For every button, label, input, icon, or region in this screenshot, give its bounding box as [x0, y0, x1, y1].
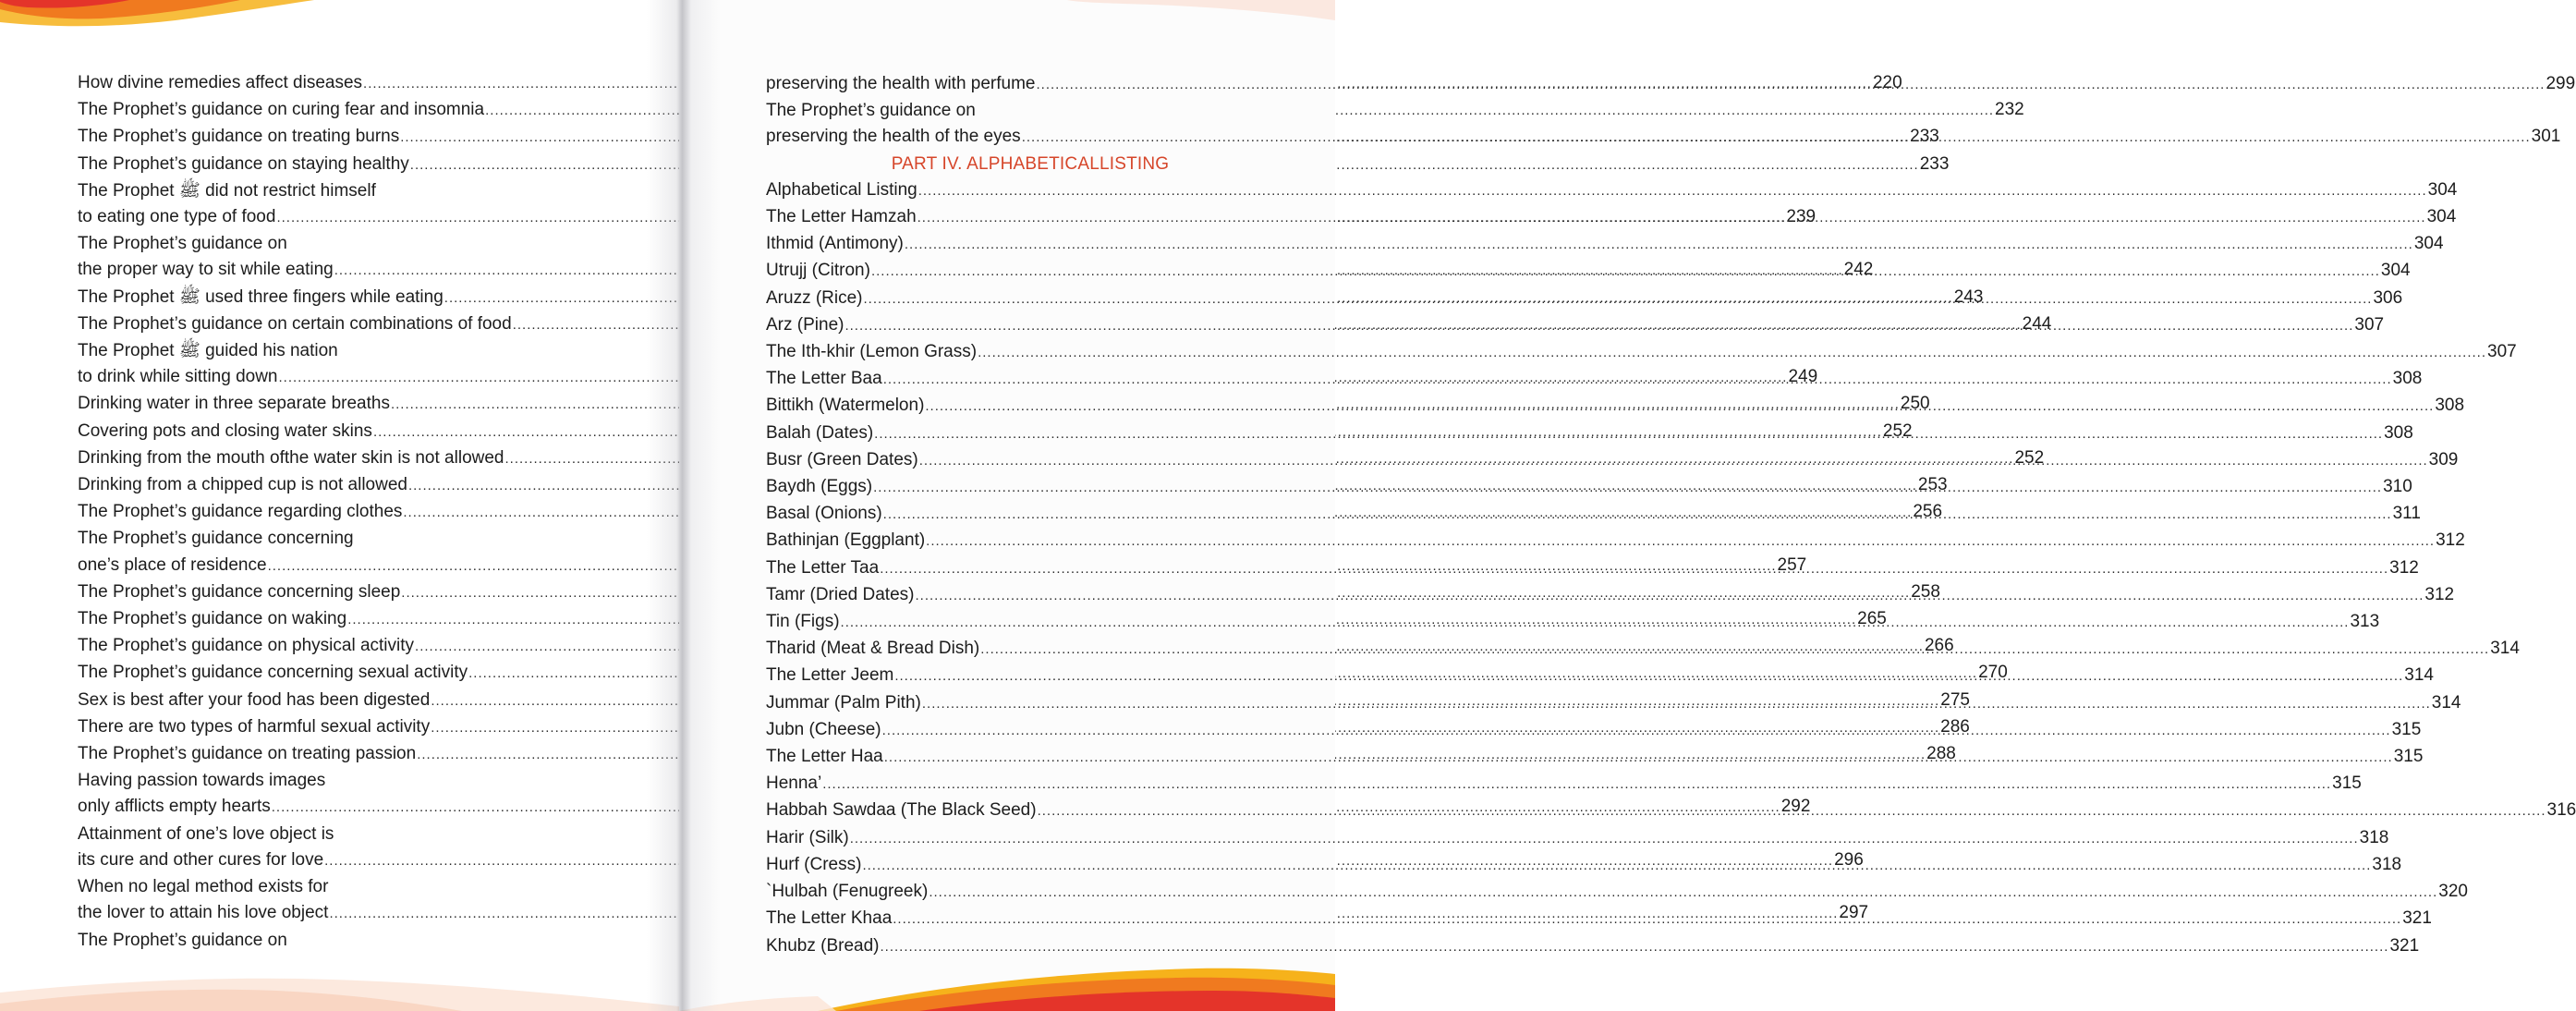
toc-dot-leader	[880, 561, 2388, 577]
toc-page-number: 252	[1882, 420, 1913, 441]
toc-entry-title: The Prophet’s guidance concerning sleep	[78, 581, 401, 602]
toc-entry-title: The Prophet’s guidance on treating burns	[78, 127, 400, 147]
toc-entry-title: The Prophet ﷺ used three fingers while eating	[78, 286, 444, 307]
toc-page-number: 304	[2426, 207, 2457, 227]
toc-page-number: 244	[2022, 313, 2052, 334]
toc-dot-leader	[918, 183, 2427, 199]
toc-entry-title: Tamr (Dried Dates)	[766, 584, 915, 604]
toc-dot-leader	[917, 210, 2426, 225]
toc-page-number: 220	[1872, 73, 1902, 92]
toc-page-number: 304	[2413, 234, 2444, 254]
toc-page-number: 249	[1788, 367, 1818, 387]
toc-entry	[766, 339, 2517, 366]
toc-entry-title: The Prophet’s guidance concerning sexual activity	[78, 663, 468, 683]
toc-page-number: 239	[1786, 207, 1817, 227]
toc-page-number: 308	[2392, 369, 2423, 389]
toc-entry-title: The Letter Khaa	[766, 908, 893, 929]
toc-entry-title: Alphabetical Listing	[766, 179, 917, 200]
toc-page-number: 243	[1953, 286, 1984, 307]
toc-dot-leader	[874, 426, 2383, 442]
toc-entry-title: The Letter Hamzah	[766, 207, 917, 227]
toc-dot-leader	[915, 588, 2424, 603]
toc-page-number: 253	[1917, 475, 1948, 495]
toc-page-number: 307	[2354, 314, 2385, 335]
toc-dot-leader	[905, 237, 2413, 252]
toc-entry-title: Drinking water in three separate breaths	[78, 394, 390, 414]
toc-entry-title: the lover to attain his love object	[78, 903, 329, 923]
toc-entry-title: Henna’	[766, 773, 822, 794]
toc-page-number: 296	[1834, 849, 1864, 870]
toc-entry-title: Balah (Dates)	[766, 422, 874, 443]
toc-dot-leader	[926, 533, 2435, 549]
toc-entry-title: There are two types of harmful sexual activity	[78, 716, 431, 737]
toc-entry	[766, 231, 2444, 258]
toc-entry-title: Ithmid (Antimony)	[766, 234, 904, 254]
toc-entry-title: The Prophet’s guidance on treating passion	[78, 744, 417, 764]
toc-dot-leader	[929, 884, 2437, 900]
toc-dot-leader	[881, 939, 2389, 955]
toc-entry-title: Jubn (Cheese)	[766, 719, 881, 739]
toc-page-number: 318	[2359, 827, 2389, 847]
toc-entry-continued-title: The Prophet’s guidance on	[78, 930, 287, 950]
toc-dot-leader	[850, 831, 2359, 847]
toc-page-number: 257	[1777, 554, 1807, 575]
toc-dot-leader	[862, 858, 2371, 873]
toc-page-number: 312	[2389, 557, 2419, 578]
toc-dot-leader	[883, 372, 2392, 387]
toc-entry-title: one’s place of residence	[78, 554, 267, 575]
toc-page-number: 314	[2431, 692, 2461, 713]
toc-entry-title: `Hulbah (Fenugreek)	[766, 882, 929, 902]
toc-dot-leader	[893, 911, 2401, 927]
toc-page-number: 252	[2014, 447, 2045, 468]
toc-entry-title: only afflicts empty hearts	[78, 797, 271, 817]
toc-page-number: 304	[2427, 179, 2458, 200]
toc-entry	[766, 933, 2420, 960]
toc-entry-continued-title: The Prophet ﷺ guided his nation	[78, 341, 338, 361]
toc-page-number: 308	[2435, 396, 2465, 416]
toc-page-number: 242	[1843, 260, 1874, 280]
toc-dot-leader	[884, 749, 2393, 765]
toc-page-number: 320	[2438, 882, 2468, 902]
toc-entry-title: the proper way to sit while eating	[78, 260, 334, 280]
toc-entry-title: Bathinjan (Eggplant)	[766, 530, 926, 551]
toc-entry-title: The Prophet’s guidance on staying healthy	[78, 153, 409, 174]
toc-entry-title: Bittikh (Watermelon)	[766, 396, 925, 416]
toc-entry-title: The Letter Jeem	[766, 665, 894, 686]
toc-dot-leader	[894, 668, 2403, 684]
toc-entry-continued-title: The Prophet’s guidance on	[766, 101, 976, 121]
toc-entry-title: its cure and other cures for love	[78, 849, 324, 870]
toc-page-number: 314	[2404, 665, 2434, 686]
toc-entry	[78, 97, 2024, 124]
bottom-right-swoosh-decoration	[679, 952, 1335, 1011]
toc-entry-continued-title: The Prophet ﷺ did not restrict himself	[78, 180, 376, 201]
toc-dot-leader	[922, 696, 2431, 712]
toc-entry-title: Arz (Pine)	[766, 314, 844, 335]
toc-page-number: 256	[1913, 502, 1943, 522]
toc-page-number: 270	[1978, 663, 2008, 683]
toc-dot-leader	[919, 453, 2428, 469]
toc-entry-continued-title: The Prophet’s guidance on	[78, 234, 287, 254]
toc-page-number: 306	[2373, 287, 2403, 308]
toc-page-number: 233	[1919, 153, 1950, 174]
toc-page-number: 299	[2546, 74, 2576, 93]
toc-page-number: 288	[1926, 744, 1956, 764]
toc-page-number: 314	[2490, 639, 2520, 659]
toc-page-number: 265	[1857, 609, 1887, 629]
toc-dot-leader	[844, 318, 2353, 334]
toc-entry-continued-title: The Prophet’s guidance concerning	[78, 529, 354, 549]
toc-entry-title: Tharid (Meat & Bread Dish)	[766, 639, 980, 659]
toc-entry	[766, 528, 2465, 554]
toc-page-number: 308	[2384, 422, 2413, 443]
section-heading: PART IV. ALPHABETICALLISTING	[891, 153, 1170, 174]
toc-entry-title: Baydh (Eggs)	[766, 477, 873, 497]
toc-page-number: 232	[1995, 100, 2024, 120]
toc-page-number: 318	[2372, 854, 2402, 874]
toc-entry-title: The Prophet’s guidance regarding clothes	[78, 502, 403, 522]
top-right-swoosh-decoration	[1067, 0, 1335, 28]
toc-page-number: 309	[2428, 449, 2459, 469]
toc-entry-title: Khubz (Bread)	[766, 935, 880, 956]
toc-page-number: 313	[2350, 612, 2380, 632]
toc-entry-continued-title: Having passion towards images	[78, 771, 326, 791]
toc-dot-leader	[1037, 77, 2546, 92]
toc-entry-title: Harir (Silk)	[766, 827, 849, 847]
toc-entry-title: Busr (Green Dates)	[766, 449, 918, 469]
toc-page-number: 297	[1839, 903, 1869, 923]
toc-entry-title: to drink while sitting down	[78, 367, 278, 387]
toc-entry-title: Utrujj (Citron)	[766, 261, 870, 281]
toc-entry-title: The Prophet’s guidance on waking	[78, 609, 347, 629]
toc-entry-title: Habbah Sawdaa (The Black Seed)	[766, 800, 1037, 821]
toc-page-number: 321	[2389, 935, 2420, 956]
toc-entry-title: How divine remedies affect diseases	[78, 73, 363, 92]
toc-entry-title: The Prophet’s guidance on certain combinations of food	[78, 313, 512, 334]
toc-page-number: 266	[1924, 636, 1954, 656]
toc-dot-leader	[822, 776, 2331, 792]
toc-entry-title: The Ith-khir (Lemon Grass)	[766, 342, 978, 362]
toc-entry-title: preserving the health with perfume	[766, 74, 1036, 93]
toc-entry-title: Drinking from a chipped cup is not allowed	[78, 475, 407, 495]
toc-dot-leader	[841, 615, 2350, 630]
toc-entry-title: Hurf (Cress)	[766, 854, 862, 874]
toc-page-number: 315	[2332, 773, 2362, 794]
toc-entry-continued-title: When no legal method exists for	[78, 877, 329, 897]
toc-entry-title: Covering pots and closing water skins	[78, 420, 372, 441]
toc-page-number: 307	[2487, 342, 2517, 362]
toc-entry-continued-title: Attainment of one’s love object is	[78, 823, 334, 844]
toc-entry-title: The Prophet’s guidance on physical activity	[78, 636, 415, 656]
toc-page-number: 312	[2436, 530, 2465, 551]
toc-entry-title: Basal (Onions)	[766, 504, 882, 524]
toc-entry	[766, 825, 2389, 852]
toc-page-number: 258	[1911, 581, 1940, 602]
toc-entry	[766, 771, 2362, 798]
toc-dot-leader	[1038, 803, 2546, 819]
toc-page-number: 250	[1900, 394, 1930, 414]
toc-entry-title: Drinking from the mouth ofthe water skin is not allowed	[78, 447, 504, 468]
toc-page-number: 315	[2393, 747, 2424, 767]
toc-page-number: 233	[1910, 127, 1939, 147]
toc-page-number: 292	[1780, 797, 1811, 817]
toc-page-number: 321	[2402, 908, 2432, 929]
toc-page-number: 315	[2391, 719, 2422, 739]
toc-entry	[766, 879, 2468, 906]
toc-entry-title: to eating one type of food	[78, 207, 276, 227]
toc-dot-leader	[1022, 129, 2531, 145]
toc-dot-leader	[871, 263, 2380, 279]
toc-entry-title: The Prophet’s guidance on curing fear and insomnia	[78, 100, 485, 120]
toc-page-number: 316	[2546, 800, 2576, 821]
toc-entry-title: Tin (Figs)	[766, 612, 840, 632]
toc-entry-title: preserving the health of the eyes	[766, 127, 1021, 147]
toc-dot-leader	[883, 506, 2392, 522]
toc-entry	[766, 177, 2458, 204]
toc-page-number: 304	[2380, 261, 2411, 281]
toc-page-number: 310	[2383, 477, 2412, 497]
toc-entry-title: The Letter Taa	[766, 557, 880, 578]
toc-dot-leader	[873, 480, 2382, 495]
toc-entry-title: The Letter Haa	[766, 747, 883, 767]
toc-dot-leader	[925, 398, 2434, 414]
toc-entry-title: Sex is best after your food has been digested	[78, 689, 431, 710]
toc-entry-title: Aruzz (Rice)	[766, 287, 863, 308]
toc-page-number: 301	[2531, 127, 2561, 147]
toc-page-number: 312	[2424, 584, 2455, 604]
toc-dot-leader	[882, 723, 2391, 738]
toc-page-number: 311	[2392, 504, 2421, 524]
toc-page-number: 286	[1940, 716, 1970, 737]
toc-dot-leader	[978, 345, 2486, 360]
bottom-left-swoosh-decoration	[0, 956, 679, 1011]
toc-dot-leader	[864, 291, 2373, 307]
top-left-swoosh-decoration	[0, 0, 314, 37]
toc-page-number: 275	[1940, 689, 1970, 710]
toc-entry-title: Jummar (Palm Pith)	[766, 692, 921, 713]
toc-dot-leader	[980, 641, 2489, 657]
toc-entry-title: The Letter Baa	[766, 369, 882, 389]
